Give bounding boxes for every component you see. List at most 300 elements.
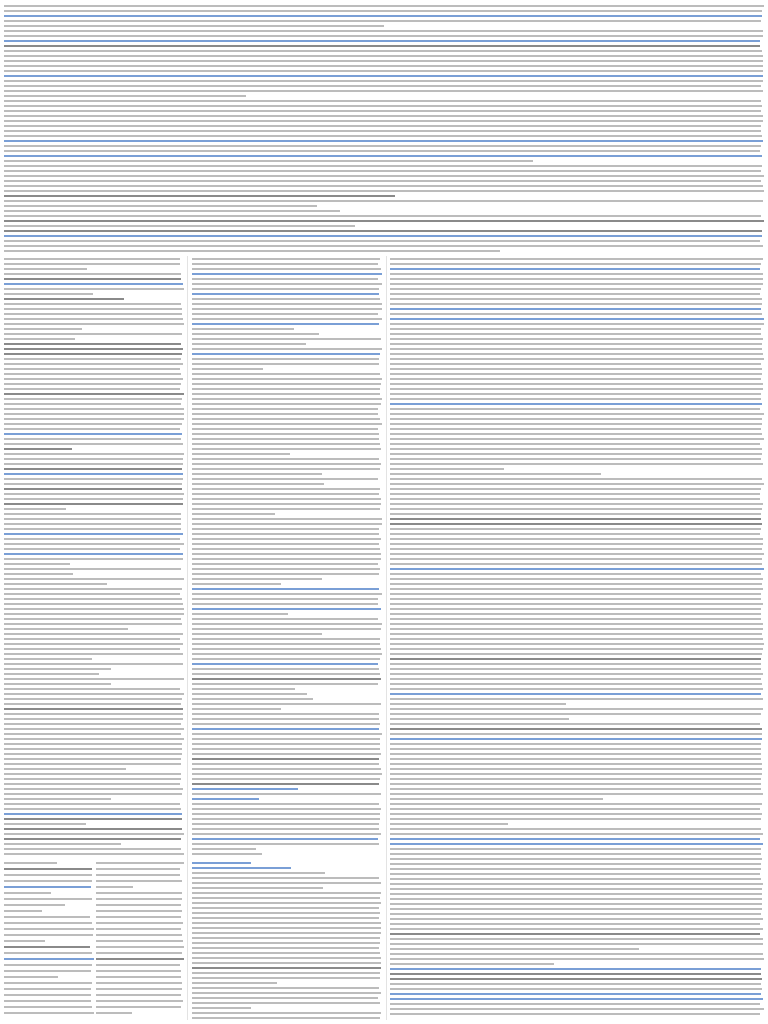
- text-line: [390, 968, 761, 970]
- text-line: [192, 508, 380, 510]
- text-line: [390, 378, 761, 380]
- text-line: [4, 633, 183, 635]
- text-line: [4, 278, 181, 280]
- text-line: [192, 608, 381, 610]
- text-line: [4, 85, 761, 87]
- text-line: [4, 318, 183, 320]
- text-line: [390, 478, 762, 480]
- text-line: [192, 758, 379, 760]
- text-line: [390, 483, 764, 485]
- text-line: [4, 373, 181, 375]
- text-line: [192, 468, 380, 470]
- text-line: [192, 648, 381, 650]
- text-line: [4, 433, 182, 435]
- text-line: [192, 753, 381, 755]
- text-line: [192, 278, 378, 280]
- text-line: [4, 40, 760, 42]
- text-line: [390, 838, 760, 840]
- text-line: [390, 493, 760, 495]
- text-line: [4, 240, 760, 242]
- text-line: [390, 393, 761, 395]
- text-line: [390, 763, 762, 765]
- text-line: [192, 937, 380, 939]
- text-line: [96, 934, 182, 936]
- text-line: [192, 823, 379, 825]
- text-line: [4, 508, 66, 510]
- text-line: [4, 982, 92, 984]
- text-line: [4, 25, 384, 27]
- text-line: [390, 723, 760, 725]
- text-line: [4, 638, 180, 640]
- text-line: [96, 958, 184, 960]
- text-line: [192, 598, 378, 600]
- text-line: [390, 373, 762, 375]
- text-line: [4, 843, 121, 845]
- text-line: [4, 353, 182, 355]
- text-line: [4, 378, 183, 380]
- text-line: [4, 333, 182, 335]
- text-line: [390, 458, 761, 460]
- text-line: [192, 708, 281, 710]
- text-line: [4, 358, 181, 360]
- text-line: [390, 678, 761, 680]
- text-line: [390, 633, 762, 635]
- text-line: [4, 753, 182, 755]
- text-line: [390, 843, 763, 845]
- text-line: [390, 823, 508, 825]
- text-line: [192, 803, 379, 805]
- text-line: [192, 503, 381, 505]
- text-line: [4, 643, 183, 645]
- text-line: [4, 258, 180, 260]
- text-line: [390, 518, 761, 520]
- text-line: [192, 833, 381, 835]
- text-line: [192, 693, 307, 695]
- text-line: [192, 982, 277, 984]
- text-line: [390, 358, 764, 360]
- text-line: [390, 858, 762, 860]
- text-line: [390, 703, 566, 705]
- text-line: [4, 388, 180, 390]
- text-line: [390, 898, 762, 900]
- text-line: [192, 448, 381, 450]
- text-line: [4, 718, 183, 720]
- text-line: [192, 997, 378, 999]
- text-line: [390, 728, 762, 730]
- text-line: [390, 388, 763, 390]
- text-line: [4, 100, 761, 102]
- text-line: [4, 140, 763, 142]
- text-line: [192, 323, 379, 325]
- text-line: [4, 618, 181, 620]
- text-line: [4, 988, 91, 990]
- text-line: [96, 916, 181, 918]
- text-line: [4, 778, 181, 780]
- text-line: [390, 718, 569, 720]
- text-line: [192, 848, 256, 850]
- text-line: [4, 303, 181, 305]
- text-line: [4, 783, 180, 785]
- text-line: [192, 258, 380, 260]
- text-line: [390, 658, 761, 660]
- text-line: [4, 250, 500, 252]
- text-line: [4, 283, 183, 285]
- text-line: [192, 548, 380, 550]
- text-line: [96, 898, 182, 900]
- text-line: [390, 708, 763, 710]
- text-line: [192, 1012, 381, 1014]
- text-line: [390, 783, 761, 785]
- text-line: [4, 708, 183, 710]
- text-line: [4, 338, 75, 340]
- column-divider: [187, 256, 188, 1020]
- text-line: [192, 927, 381, 929]
- text-line: [192, 398, 382, 400]
- text-line: [4, 688, 180, 690]
- text-line: [390, 743, 761, 745]
- text-line: [192, 882, 381, 884]
- text-line: [192, 957, 381, 959]
- text-line: [4, 683, 111, 685]
- text-line: [390, 263, 761, 265]
- text-line: [96, 886, 133, 888]
- text-line: [4, 994, 91, 996]
- text-line: [4, 808, 181, 810]
- text-line: [390, 918, 763, 920]
- text-line: [192, 403, 381, 405]
- text-line: [390, 778, 761, 780]
- text-line: [4, 120, 763, 122]
- text-line: [390, 273, 763, 275]
- text-line: [192, 718, 379, 720]
- text-line: [192, 408, 378, 410]
- text-line: [192, 543, 379, 545]
- text-line: [96, 892, 182, 894]
- text-line: [390, 988, 762, 990]
- text-line: [192, 518, 382, 520]
- text-line: [4, 738, 184, 740]
- text-line: [4, 703, 181, 705]
- text-line: [4, 50, 762, 52]
- text-line: [4, 874, 92, 876]
- text-line: [390, 688, 763, 690]
- text-line: [4, 160, 533, 162]
- text-line: [192, 877, 379, 879]
- text-line: [390, 513, 761, 515]
- text-line: [192, 713, 379, 715]
- text-line: [96, 910, 182, 912]
- text-line: [192, 458, 379, 460]
- text-line: [390, 833, 763, 835]
- text-line: [4, 793, 182, 795]
- text-line: [4, 698, 182, 700]
- text-line: [4, 758, 181, 760]
- text-line: [192, 568, 380, 570]
- text-line: [390, 468, 504, 470]
- text-line: [4, 713, 183, 715]
- text-line: [390, 343, 762, 345]
- text-line: [390, 923, 760, 925]
- text-line: [192, 368, 263, 370]
- text-line: [390, 353, 763, 355]
- text-line: [390, 608, 761, 610]
- text-line: [192, 558, 381, 560]
- text-line: [192, 353, 380, 355]
- text-line: [4, 348, 183, 350]
- text-line: [4, 598, 182, 600]
- text-line: [390, 488, 761, 490]
- text-line: [192, 453, 290, 455]
- text-line: [390, 713, 761, 715]
- text-line: [4, 200, 763, 202]
- text-line: [390, 538, 763, 540]
- bottom-list-block: [4, 860, 94, 1020]
- text-line: [192, 703, 381, 705]
- text-line: [192, 338, 381, 340]
- text-line: [192, 623, 382, 625]
- text-line: [192, 763, 379, 765]
- text-line: [390, 338, 763, 340]
- text-line: [4, 225, 355, 227]
- text-line: [4, 910, 42, 912]
- text-line: [390, 853, 761, 855]
- text-line: [4, 952, 92, 954]
- text-line: [4, 368, 180, 370]
- text-line: [192, 723, 380, 725]
- text-line: [390, 408, 760, 410]
- text-line: [390, 893, 762, 895]
- text-line: [96, 940, 183, 942]
- right-text-column: [390, 256, 764, 1016]
- text-line: [192, 588, 379, 590]
- text-line: [192, 962, 381, 964]
- text-line: [192, 583, 281, 585]
- text-line: [390, 588, 763, 590]
- text-line: [4, 15, 762, 17]
- text-line: [192, 902, 381, 904]
- text-line: [192, 288, 379, 290]
- text-line: [4, 215, 761, 217]
- text-line: [4, 235, 762, 237]
- text-line: [192, 328, 294, 330]
- text-line: [192, 318, 382, 320]
- bottom-numbered-list: [96, 860, 184, 1020]
- text-line: [4, 818, 182, 820]
- text-line: [4, 90, 763, 92]
- text-line: [390, 503, 763, 505]
- text-line: [192, 673, 380, 675]
- text-line: [390, 1013, 760, 1015]
- text-line: [96, 862, 184, 864]
- text-line: [4, 763, 181, 765]
- text-line: [192, 293, 379, 295]
- text-line: [192, 907, 379, 909]
- text-line: [4, 723, 181, 725]
- text-line: [192, 813, 380, 815]
- text-line: [390, 943, 763, 945]
- text-line: [4, 628, 128, 630]
- text-line: [96, 976, 181, 978]
- text-line: [4, 205, 317, 207]
- text-line: [192, 663, 378, 665]
- text-line: [4, 940, 45, 942]
- text-line: [4, 880, 92, 882]
- text-line: [4, 623, 182, 625]
- text-line: [192, 528, 379, 530]
- text-line: [4, 453, 184, 455]
- text-line: [96, 994, 181, 996]
- text-line: [390, 863, 761, 865]
- text-line: [390, 403, 762, 405]
- text-line: [390, 613, 761, 615]
- text-line: [4, 658, 92, 660]
- text-line: [390, 933, 760, 935]
- text-line: [4, 125, 761, 127]
- text-line: [4, 608, 184, 610]
- text-line: [4, 170, 761, 172]
- text-line: [96, 880, 182, 882]
- text-line: [390, 773, 762, 775]
- text-line: [4, 308, 182, 310]
- text-line: [4, 75, 763, 77]
- text-line: [390, 573, 761, 575]
- text-line: [4, 468, 182, 470]
- text-line: [390, 928, 763, 930]
- text-line: [4, 398, 182, 400]
- text-line: [4, 443, 183, 445]
- text-line: [192, 872, 325, 874]
- text-line: [4, 1006, 92, 1008]
- text-line: [390, 638, 763, 640]
- text-line: [96, 922, 183, 924]
- text-line: [390, 533, 760, 535]
- text-line: [192, 738, 380, 740]
- text-line: [192, 867, 291, 869]
- text-line: [4, 553, 183, 555]
- text-line: [192, 463, 381, 465]
- text-line: [390, 558, 762, 560]
- text-line: [4, 268, 87, 270]
- text-line: [390, 653, 762, 655]
- text-line: [96, 928, 181, 930]
- text-line: [4, 230, 762, 232]
- text-line: [4, 503, 183, 505]
- text-line: [390, 993, 761, 995]
- text-line: [4, 30, 763, 32]
- text-line: [192, 887, 323, 889]
- text-line: [192, 992, 381, 994]
- text-line: [390, 998, 763, 1000]
- text-line: [192, 773, 382, 775]
- text-line: [4, 853, 184, 855]
- text-line: [192, 383, 381, 385]
- text-line: [4, 145, 761, 147]
- text-line: [390, 828, 761, 830]
- text-line: [192, 433, 379, 435]
- text-line: [4, 110, 761, 112]
- text-line: [192, 688, 295, 690]
- text-line: [390, 868, 761, 870]
- text-line: [390, 883, 763, 885]
- text-line: [192, 333, 319, 335]
- text-line: [390, 848, 761, 850]
- text-line: [4, 583, 107, 585]
- text-line: [390, 413, 764, 415]
- text-line: [192, 838, 378, 840]
- text-line: [192, 553, 381, 555]
- text-line: [192, 828, 379, 830]
- text-line: [4, 958, 94, 960]
- text-line: [390, 463, 763, 465]
- text-line: [390, 318, 764, 320]
- text-line: [4, 60, 763, 62]
- text-line: [4, 928, 94, 930]
- text-line: [4, 733, 181, 735]
- text-line: [192, 922, 381, 924]
- text-line: [4, 408, 184, 410]
- text-line: [4, 543, 184, 545]
- text-line: [4, 573, 73, 575]
- text-line: [192, 748, 380, 750]
- text-line: [390, 288, 761, 290]
- text-line: [4, 115, 763, 117]
- text-line: [192, 313, 378, 315]
- text-line: [192, 523, 382, 525]
- text-line: [390, 308, 761, 310]
- text-line: [4, 343, 181, 345]
- text-line: [390, 673, 763, 675]
- text-line: [390, 888, 762, 890]
- text-line: [390, 333, 761, 335]
- text-line: [4, 964, 92, 966]
- text-line: [4, 493, 184, 495]
- text-line: [192, 428, 378, 430]
- text-line: [390, 758, 761, 760]
- text-line: [390, 733, 762, 735]
- text-line: [192, 818, 380, 820]
- text-line: [4, 130, 761, 132]
- text-line: [192, 678, 381, 680]
- text-line: [390, 313, 762, 315]
- text-line: [390, 283, 763, 285]
- text-line: [4, 135, 762, 137]
- text-line: [96, 1012, 132, 1014]
- text-line: [192, 783, 379, 785]
- text-line: [192, 573, 379, 575]
- text-line: [390, 293, 760, 295]
- text-line: [192, 308, 382, 310]
- text-line: [192, 303, 382, 305]
- text-line: [192, 728, 379, 730]
- text-line: [4, 813, 182, 815]
- text-line: [192, 273, 382, 275]
- text-line: [192, 358, 379, 360]
- text-line: [390, 453, 762, 455]
- text-line: [192, 853, 262, 855]
- text-line: [4, 946, 90, 948]
- text-line: [192, 443, 380, 445]
- text-line: [390, 668, 761, 670]
- left-text-column: [4, 256, 184, 856]
- column-divider: [386, 256, 387, 1020]
- text-line: [4, 1012, 94, 1014]
- text-line: [4, 848, 181, 850]
- text-line: [4, 273, 181, 275]
- text-line: [192, 942, 380, 944]
- text-line: [390, 498, 760, 500]
- text-line: [4, 70, 763, 72]
- text-line: [192, 862, 251, 864]
